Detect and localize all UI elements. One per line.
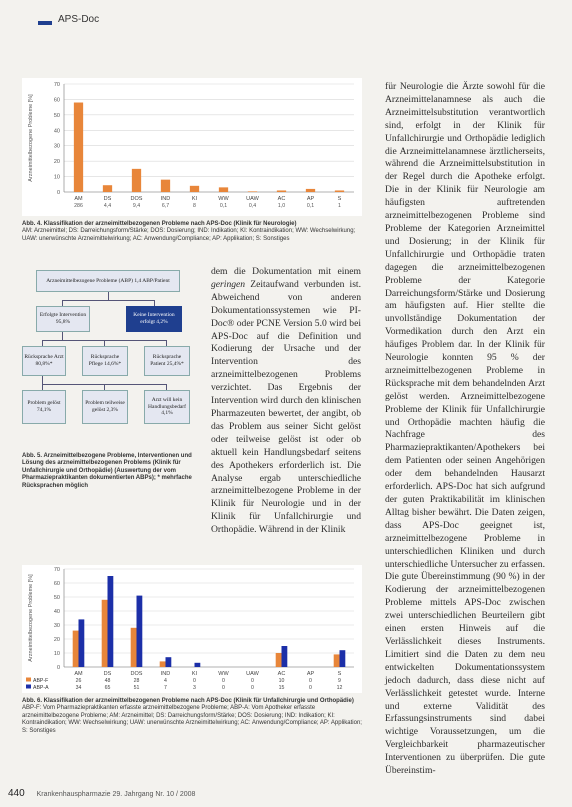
bar bbox=[74, 103, 83, 192]
x-tick-label: S bbox=[337, 196, 342, 202]
flow-node-no-action: Arzt will kein Handlungsbedarf 4,1% bbox=[144, 390, 190, 424]
count-label: 8 bbox=[193, 203, 196, 209]
table-cell: 51 bbox=[133, 685, 140, 691]
bar bbox=[132, 169, 141, 192]
figure-6-chart bbox=[22, 565, 362, 693]
figure-4-chart bbox=[22, 78, 362, 216]
y-tick-label: 50 bbox=[53, 112, 60, 119]
figure-6-caption-body: ABP-F: Vom Pharmaziepraktikanten erfasste arzneimittelbezogene Probleme; ABP-A: Vom Apotheker erfasste arzneimittelbezogene Probleme; AM: Arzneimittel; DS: Darreichungsform/Stärke; DOS: Dosierung; IND: Indikation; KI: Kontraindikation; WW: Wechselwirkung; UAW: unerwünschte Arzneimittelwirkung; AC: Anwendung/Compliance; AP: Applikation; S: Sonstiges bbox=[22, 705, 362, 734]
figure-5-caption bbox=[22, 453, 197, 490]
flow-node-partly-solved: Problem teilweise gelöst 2,3% bbox=[82, 390, 128, 424]
table-cell: 48 bbox=[104, 678, 111, 684]
x-tick-label: AP bbox=[306, 671, 315, 677]
bar bbox=[276, 653, 282, 667]
y-tick-label: 40 bbox=[53, 609, 60, 615]
flow-connector bbox=[42, 376, 43, 384]
x-tick-label: UAW bbox=[246, 671, 259, 677]
y-tick-label: 70 bbox=[53, 567, 60, 573]
x-tick-label: AC bbox=[277, 671, 286, 677]
bar bbox=[131, 628, 137, 667]
legend-swatch bbox=[26, 685, 31, 689]
x-tick-label: AM bbox=[74, 196, 83, 202]
flow-node-arzt: Rücksprache Arzt 80,8%* bbox=[22, 346, 66, 376]
x-tick-label: UAW bbox=[246, 196, 259, 202]
figure-6 bbox=[22, 565, 362, 693]
table-cell: 34 bbox=[75, 685, 82, 691]
y-tick-label: 10 bbox=[53, 651, 60, 657]
page-footer bbox=[8, 788, 195, 799]
bar bbox=[277, 190, 286, 192]
table-cell: 10 bbox=[278, 678, 285, 684]
y-tick-label: 30 bbox=[53, 143, 60, 150]
flow-node-no-intervention: Keine Intervention erfolgt 4,2% bbox=[126, 306, 182, 332]
bar bbox=[248, 191, 257, 192]
table-cell: 65 bbox=[104, 685, 111, 691]
table-cell: 0 bbox=[309, 678, 312, 684]
figure-4-caption bbox=[22, 221, 362, 243]
figure-4-caption-title: Abb. 4. Klassifikation der arzneimittelbezogenen Probleme nach APS-Doc (Klinik für Neurologie) bbox=[22, 221, 297, 227]
y-tick-label: 0 bbox=[56, 665, 60, 671]
legend-swatch bbox=[26, 678, 31, 682]
x-tick-label: DOS bbox=[130, 196, 143, 202]
y-tick-label: 10 bbox=[53, 174, 60, 181]
count-label: 0,1 bbox=[219, 203, 228, 209]
bar bbox=[137, 596, 143, 667]
table-cell: 0 bbox=[251, 678, 254, 684]
flow-connector bbox=[62, 300, 154, 301]
y-axis-label: Arzneimittelbezogene Probleme [%] bbox=[28, 574, 34, 662]
x-tick-label: IND bbox=[160, 196, 171, 202]
bar bbox=[161, 180, 170, 192]
y-tick-label: 50 bbox=[53, 595, 60, 601]
x-tick-label: DS bbox=[103, 671, 112, 677]
x-tick-label: IND bbox=[160, 671, 171, 677]
x-tick-label: KI bbox=[191, 196, 198, 202]
bar bbox=[340, 650, 346, 667]
table-cell: 3 bbox=[193, 685, 196, 691]
figure-4 bbox=[22, 78, 362, 216]
figure-5-flowchart bbox=[22, 268, 194, 446]
x-tick-label: KI bbox=[191, 671, 198, 677]
header-section-title: APS-Doc bbox=[58, 14, 100, 25]
bar bbox=[190, 186, 199, 192]
count-label: 0,1 bbox=[306, 203, 315, 209]
y-tick-label: 60 bbox=[53, 97, 60, 104]
table-cell: 7 bbox=[164, 685, 167, 691]
figure-4-caption-body: AM: Arzneimittel; DS: Darreichungsform/Stärke; DOS: Dosierung; IND: Indikation; KI: Kontraindikation; WW: Wechselwirkung; UAW: unerwünschte Arzneimittelwirkung; AC: Anwendung/Compliance; AP: Applikation; S: Sonstiges bbox=[22, 228, 356, 242]
body-text-segment: dem die Dokumentation mit einem bbox=[211, 266, 361, 277]
body-text-middle-column bbox=[211, 266, 361, 537]
table-cell: 28 bbox=[133, 678, 140, 684]
count-label: 6,7 bbox=[161, 203, 170, 209]
body-text-segment: Zeitaufwand verbunden ist. Abweichend von anderen Dokumentationssystemen wie PI-Doc® oder PCNE Version 5.0 wird bei APS-Doc auf die Definition und Kodierung der Ursache und der Intervention des arzneimittelbezogenen Problems verzichtet. Das Ergebnis der Intervention wird durch den klinischen Pharmazeuten bewertet, der angibt, ob das Problem aus seiner Sicht gelöst oder teilweise gelöst ist oder ob aktuell kein Handlungsbedarf seitens des Apothekers erforderlich ist. Die Analyse ergab unterschiedliche arzneimittelbezogene Probleme in der Klinik für Neurologie und in der Klinik für Unfallchirurgie und Orthopädie. Während in der Klinik bbox=[211, 278, 361, 536]
journal-info: Krankenhauspharmazie 29. Jahrgang Nr. 10 / 2008 bbox=[36, 791, 196, 798]
table-cell: 4 bbox=[164, 678, 167, 684]
count-label: 0,4 bbox=[248, 203, 257, 209]
count-label: 9,4 bbox=[132, 203, 141, 209]
bar bbox=[79, 619, 85, 667]
bar bbox=[195, 663, 201, 667]
legend-label: ABP-F bbox=[33, 678, 49, 684]
bar bbox=[282, 646, 288, 667]
y-tick-label: 0 bbox=[56, 190, 60, 196]
page-number: 440 bbox=[8, 788, 25, 799]
bar bbox=[108, 576, 114, 667]
bar bbox=[166, 657, 172, 667]
bar bbox=[103, 185, 112, 192]
emphasis-text: geringen bbox=[211, 278, 246, 290]
figure-6-caption-title: Abb. 6. Klassifikation der arzneimittelbezogenen Probleme nach APS-Doc (Klinik für Unfallchirurgie und Orthopädie) bbox=[22, 698, 354, 704]
header-accent-bar bbox=[38, 21, 52, 25]
count-label: 286 bbox=[74, 203, 83, 209]
x-tick-label: AP bbox=[306, 196, 315, 202]
bar bbox=[160, 661, 166, 667]
table-cell: 0 bbox=[222, 678, 225, 684]
body-text-right-column: für Neurologie die Ärzte sowohl für die Arzneimittelanamnese als auch die Arzneimittelsubstitution verantwortlich sind, erfolgt in der Klinik für Unfallchirurgie und Orthopädie lediglich die Arzneimittelanamnese ärztlicherseits, während die Arzneimittelsubstitution in der Regel durch die Apotheke erfolgt. Die in der Klinik für Neurologie am häufigsten auftretenden arzneimittelbezogenen Probleme sind Probleme der Kategorien Arzneimittel und Dosierung; in der Klinik für Unfallchirurgie und Orthopädie traten dagegen die arzneimittelbezogenen Probleme der Kategorie Darreichungsform/Stärke und Dosierung am häufigsten auf. Hier stellte die unvollständige Dokumentation der Vormedikation durch den Arzt ein häufiges Problem dar. In der Klinik für Neurologie konnten 95 % der arzneimittelbezogenen Probleme in Rücksprache mit dem behandelnden Arzt gelöst werden. Arzneimittelbezogene Probleme der Klinik für Unfallchirurgie und Orthopädie machten häufig die Nachfrage des Pharmaziepraktikanten/Apothekers bei dem Patienten oder seinen Angehörigen oder dem behandelnden Hausarzt erforderlich. APS-Doc hat sich aufgrund der guten Praktikabilität im klinischen Alltag bisher bewährt. Die Daten zeigen, dass APS-Doc geeignet ist, arzneimittelbezogene Probleme in unterschiedlichen Kliniken und durch unterschiedliche Untersucher zu erfassen. Die gute Übereinstimmung (90 %) in der Kodierung der arzneimittelbezogenen Probleme mittels APS-Doc zwischen zwei unterschiedlichen Beurteilern gibt einen ersten Hinweis auf die Verlässlichkeit dieses Instruments. Limitiert sind die Daten zu dem neu entwickelten Dokumentationssystem jedoch dadurch, dass diese nicht auf Verlässlichkeit getestet wurde. Interne und externe Validität des Erfassungsinstruments sind dabei wichtige Voraussetzungen, um die Vergleichbarkeit pharmazeutischer Interventionen zu überprüfen. Die gute Übereinstim- bbox=[385, 81, 545, 777]
count-label: 1,0 bbox=[277, 203, 286, 209]
x-tick-label: WW bbox=[218, 671, 229, 677]
y-tick-label: 20 bbox=[53, 637, 60, 643]
bar bbox=[334, 654, 340, 667]
y-tick-label: 20 bbox=[53, 159, 60, 166]
table-cell: 0 bbox=[222, 685, 225, 691]
figure-6-caption bbox=[22, 698, 362, 735]
x-tick-label: DS bbox=[103, 196, 112, 202]
x-tick-label: WW bbox=[218, 196, 229, 202]
table-cell: 0 bbox=[193, 678, 196, 684]
x-tick-label: DOS bbox=[130, 671, 143, 677]
y-tick-label: 60 bbox=[53, 581, 60, 587]
y-tick-label: 70 bbox=[53, 82, 60, 88]
flow-node-root: Arzneimittelbezogene Probleme (ABP) 1,4 ABP/Patient bbox=[36, 270, 180, 292]
table-cell: 0 bbox=[309, 685, 312, 691]
x-tick-label: AC bbox=[277, 196, 286, 202]
table-cell: 26 bbox=[75, 678, 82, 684]
legend-label: ABP-A bbox=[33, 685, 49, 691]
flow-node-intervention: Erfolgte Intervention 95,8% bbox=[36, 306, 90, 332]
figure-5-caption-text: Abb. 5. Arzneimittelbezogene Probleme, Interventionen und Lösung des arzneimittelbezogenen Problems (Klinik für Unfallchirurgie und Orthopädie) (Auswertung der vom Pharmaziepraktikanten dokumentierten ABPs); * mehrfache Rücksprachen möglich bbox=[22, 453, 192, 489]
flow-connector bbox=[108, 292, 109, 300]
table-cell: 0 bbox=[251, 685, 254, 691]
bar bbox=[335, 190, 344, 192]
flow-node-solved: Problem gelöst 74,1% bbox=[22, 390, 66, 424]
x-tick-label: S bbox=[337, 671, 342, 677]
count-label: 1 bbox=[338, 203, 341, 209]
bar bbox=[102, 600, 108, 667]
flow-node-pflege: Rücksprache Pflege 14,6%* bbox=[82, 346, 128, 376]
flow-node-patient: Rücksprache Patient 25,4%* bbox=[144, 346, 190, 376]
table-cell: 9 bbox=[338, 678, 341, 684]
y-tick-label: 30 bbox=[53, 623, 60, 629]
bar bbox=[73, 631, 79, 667]
flow-connector bbox=[62, 332, 63, 340]
count-label: 4,4 bbox=[103, 203, 112, 209]
bar bbox=[219, 187, 228, 192]
running-header bbox=[0, 0, 572, 32]
x-tick-label: AM bbox=[74, 671, 83, 677]
table-cell: 15 bbox=[278, 685, 285, 691]
y-tick-label: 40 bbox=[53, 128, 60, 135]
y-axis-label: Arzneimittelbezogene Probleme [%] bbox=[28, 94, 34, 182]
bar bbox=[306, 189, 315, 192]
table-cell: 12 bbox=[336, 685, 343, 691]
